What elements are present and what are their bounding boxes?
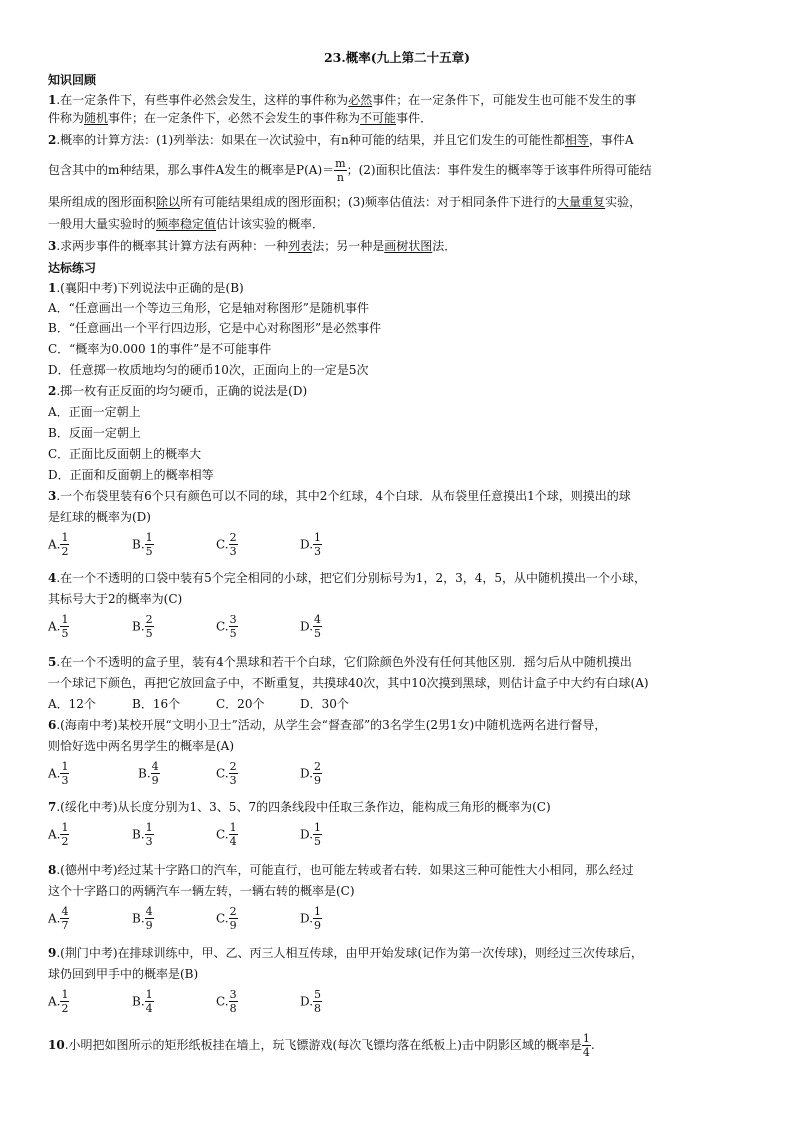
- question-1-option-b: B．“任意画出一个平行四边形，它是中心对称图形”是必然事件: [48, 321, 382, 335]
- question-1-option-c: C．“概率为0.000 1的事件”是不可能事件: [48, 342, 272, 356]
- question-3-option-a: A. $\frac{1}{2}$: [48, 531, 69, 558]
- question-3-option-b: B. $\frac{1}{5}$: [132, 531, 153, 558]
- question-9-option-c: C. $\frac{3}{8}$: [216, 988, 237, 1015]
- question-5-option-d: D．30个: [300, 697, 349, 711]
- question-3-stem-line-2: 是红球的概率为(D): [48, 510, 151, 524]
- question-8-stem-line-1: 8.(德州中考)经过某十字路口的汽车，可能直行，也可能左转或者右转．如果这三种可能性大小相同，那么经过: [48, 863, 634, 877]
- question-6-option-d: D. $\frac{2}{9}$: [300, 760, 322, 787]
- question-6-option-c: C. $\frac{2}{3}$: [216, 760, 237, 787]
- question-6-stem-line-2: 则恰好选中两名男学生的概率是(A): [48, 739, 235, 753]
- question-5-option-b: B．16个: [132, 697, 181, 711]
- question-6-option-b: B. $\frac{4}{9}$: [138, 760, 159, 787]
- question-9-option-d: D. $\frac{5}{8}$: [300, 988, 322, 1015]
- question-6-stem-line-1: 6.(海南中考)某校开展“文明小卫士”活动，从学生会“督查部”的3名学生(2男1女)中随机选两名进行督导，: [48, 718, 607, 732]
- question-1-option-d: D．任意掷一枚质地均匀的硬币10次，正面向上的一定是5次: [48, 363, 369, 377]
- question-4-option-a: A. $\frac{1}{5}$: [48, 613, 69, 640]
- practice-heading: 达标练习: [48, 261, 97, 275]
- question-5-option-c: C．20个: [216, 697, 265, 711]
- answer-fraction: $\frac{1}{4}$: [582, 1032, 590, 1059]
- review-item-2-line-3: 果所组成的图形面积除以所有可能结果组成的图形面积；(3)频率估值法：对于相同条件下进行的大量重复实验，: [48, 195, 642, 209]
- question-1-option-a: A．“任意画出一个等边三角形，它是轴对称图形”是随机事件: [48, 301, 369, 315]
- question-4-stem-line-2: 其标号大于2的概率为(C): [48, 592, 183, 606]
- question-7-option-c: C. $\frac{1}{4}$: [216, 821, 237, 848]
- question-2-stem: 2.掷一枚有正反面的均匀硬币，正确的说法是(D): [48, 384, 308, 398]
- formula-fraction: $\frac{m}{n}$: [335, 157, 346, 184]
- question-8-option-b: B. $\frac{4}{9}$: [132, 905, 153, 932]
- question-4-stem-line-1: 4.在一个不透明的口袋中装有5个完全相同的小球，把它们分别标号为1，2，3，4，5，从中随机摸出一个小球，: [48, 571, 646, 585]
- question-3-option-c: C. $\frac{2}{3}$: [216, 531, 237, 558]
- question-8-option-c: C. $\frac{2}{9}$: [216, 905, 237, 932]
- question-9-option-a: A. $\frac{1}{2}$: [48, 988, 69, 1015]
- question-2-option-c: C．正面比反面朝上的概率大: [48, 447, 202, 461]
- question-3-option-d: D. $\frac{1}{3}$: [300, 531, 322, 558]
- question-9-stem-line-1: 9.(荆门中考)在排球训练中，甲、乙、丙三人相互传球，由甲开始发球(记作为第一次传球)，则经过三次传球后，: [48, 946, 643, 960]
- review-item-2-line-2: 包含其中的m种结果，那么事件A发生的概率是P(A)＝ $\frac{m}{n}$ ；(2)面积比值法：事件发生的概率等于该事件所得可能结: [48, 157, 652, 184]
- question-3-stem-line-1: 3.一个布袋里装有6个只有颜色可以不同的球，其中2个红球，4个白球．从布袋里任意摸出1个球，则摸出的球: [48, 489, 631, 503]
- question-8-option-d: D. $\frac{1}{9}$: [300, 905, 322, 932]
- question-4-option-b: B. $\frac{2}{5}$: [132, 613, 153, 640]
- question-1-stem: 1.(襄阳中考)下列说法中正确的是(B): [48, 281, 244, 295]
- review-heading: 知识回顾: [48, 73, 97, 87]
- review-item-2-line-1: 2.概率的计算方法：(1)列举法：如果在一次试验中，有n种可能的结果，并且它们发生的可能性都相等，事件A: [48, 133, 634, 147]
- review-item-1-line-2: 件称为随机事件；在一定条件下，必然不会发生的事件称为不可能事件．: [48, 111, 433, 125]
- review-item-3: 3.求两步事件的概率其计算方法有两种：一种列表法；另一种是画树状图法．: [48, 239, 457, 253]
- question-5-stem-line-1: 5.在一个不透明的盒子里，装有4个黑球和若干个白球，它们除颜色外没有任何其他区别．摇匀后从中随机摸出: [48, 655, 632, 669]
- review-item-1-line-1: 1.在一定条件下，有些事件必然会发生，这样的事件称为必然事件；在一定条件下，可能发生也可能不发生的事: [48, 93, 637, 107]
- question-4-option-d: D. $\frac{4}{5}$: [300, 613, 322, 640]
- question-2-option-b: B．反面一定朝上: [48, 426, 141, 440]
- question-2-option-a: A．正面一定朝上: [48, 405, 141, 419]
- question-7-stem: 7.(绥化中考)从长度分别为1、3、5、7的四条线段中任取三条作边，能构成三角形的概率为(C): [48, 800, 551, 814]
- question-4-option-c: C. $\frac{3}{5}$: [216, 613, 237, 640]
- question-8-stem-line-2: 这个十字路口的两辆汽车一辆左转，一辆右转的概率是(C): [48, 884, 355, 898]
- question-7-option-b: B. $\frac{1}{3}$: [132, 821, 153, 848]
- question-7-option-d: D. $\frac{1}{5}$: [300, 821, 322, 848]
- question-9-option-b: B. $\frac{1}{4}$: [132, 988, 153, 1015]
- review-item-2-line-4: 一般用大量实验时的频率稳定值估计该实验的概率．: [48, 217, 325, 231]
- question-5-stem-line-2: 一个球记下颜色，再把它放回盒子中，不断重复，共摸球40次，其中10次摸到黑球，则估计盒子中大约有白球(A): [48, 676, 649, 690]
- question-2-option-d: D．正面和反面朝上的概率相等: [48, 468, 214, 482]
- question-6-option-a: A. $\frac{1}{3}$: [48, 760, 69, 787]
- question-7-option-a: A. $\frac{1}{2}$: [48, 821, 69, 848]
- question-10-stem: 10.小明把如图所示的矩形纸板挂在墙上，玩飞镖游戏(每次飞镖均落在纸板上)击中阴影区域的概率是 $\frac{1}{4}$ .: [48, 1032, 595, 1059]
- question-8-option-a: A. $\frac{4}{7}$: [48, 905, 69, 932]
- question-5-option-a: A．12个: [48, 697, 96, 711]
- question-9-stem-line-2: 球仍回到甲手中的概率是(B): [48, 967, 199, 981]
- page-title: 23.概率(九上第二十五章): [323, 50, 471, 65]
